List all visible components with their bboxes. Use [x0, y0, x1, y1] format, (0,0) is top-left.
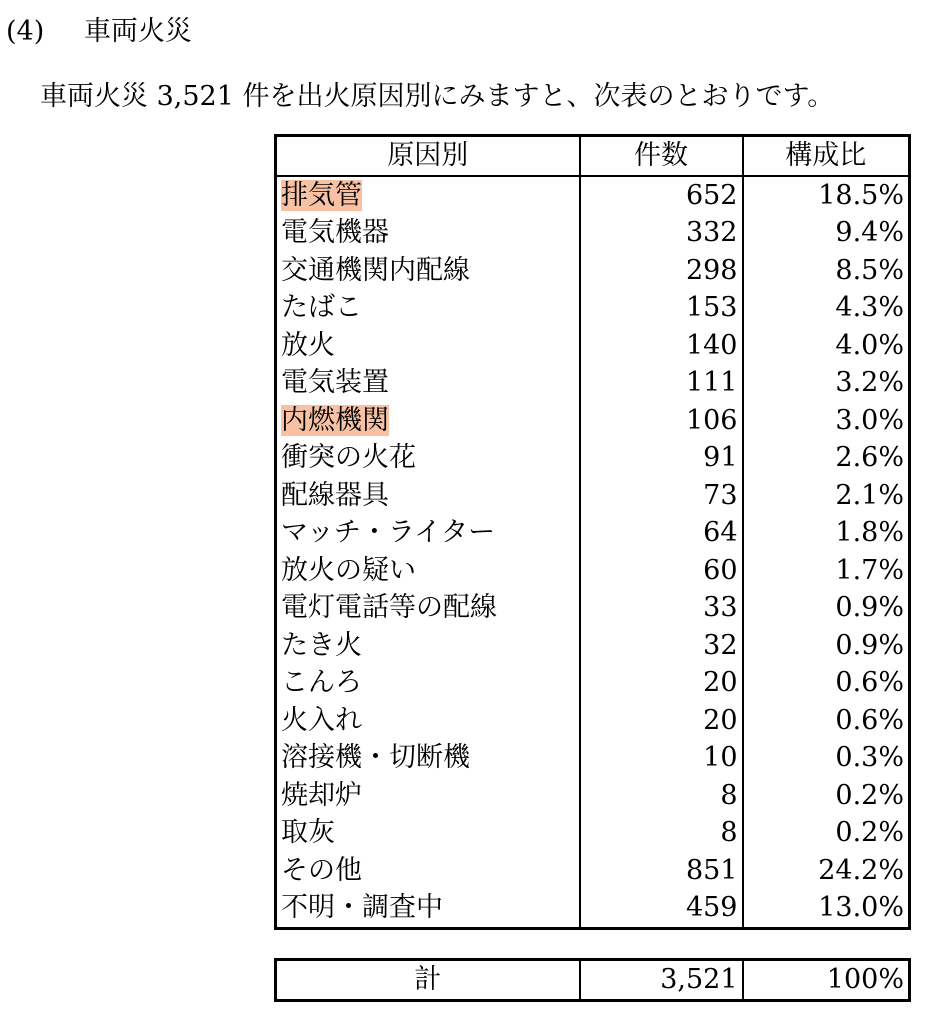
- count-cell: 851: [580, 852, 743, 890]
- table-row: [276, 777, 910, 815]
- table-row: [276, 402, 910, 440]
- ratio-cell: 0.9%: [743, 589, 910, 627]
- cause-cell: [276, 814, 580, 852]
- count-cell: 140: [580, 327, 743, 365]
- cause-label: 配線器具: [281, 479, 389, 511]
- count-cell: 332: [580, 214, 743, 252]
- table-row: [276, 814, 910, 852]
- count-cell: 153: [580, 289, 743, 327]
- cause-cell: [276, 514, 580, 552]
- cause-label: 焼却炉: [281, 779, 362, 811]
- count-cell: 32: [580, 627, 743, 665]
- table-row: [276, 214, 910, 252]
- cause-label: マッチ・ライター: [281, 517, 496, 548]
- cause-label: 電灯電話等の配線: [281, 592, 497, 623]
- cause-label: こんろ: [281, 667, 362, 698]
- total-label: 計: [276, 960, 580, 1001]
- ratio-cell: 0.6%: [743, 702, 910, 740]
- count-cell: 652: [580, 176, 743, 215]
- count-cell: 33: [580, 589, 743, 627]
- cause-cell: [276, 777, 580, 815]
- table-row: [276, 702, 910, 740]
- cause-cell: [276, 477, 580, 515]
- table-row: [276, 364, 910, 402]
- table-row: [276, 739, 910, 777]
- fire-cause-table: [274, 134, 911, 930]
- table-row: [276, 664, 910, 702]
- cause-cell: [276, 702, 580, 740]
- table-row: [276, 514, 910, 552]
- total-row: [276, 960, 910, 1001]
- table-row: [276, 176, 910, 215]
- ratio-cell: 1.8%: [743, 514, 910, 552]
- header-count: 件数: [580, 136, 743, 176]
- header-ratio: 構成比: [743, 136, 910, 176]
- cause-cell: [276, 327, 580, 365]
- ratio-cell: 1.7%: [743, 552, 910, 590]
- total-count: 3,521: [580, 960, 743, 1001]
- intro-sentence: 車両火災 3,521 件を出火原因別にみますと、次表のとおりです。: [40, 81, 835, 112]
- ratio-cell: 24.2%: [743, 852, 910, 890]
- cause-cell: [276, 852, 580, 890]
- count-cell: 8: [580, 777, 743, 815]
- ratio-cell: 4.0%: [743, 327, 910, 365]
- ratio-cell: 4.3%: [743, 289, 910, 327]
- total-ratio: 100%: [743, 960, 910, 1001]
- section-heading: [6, 14, 192, 50]
- cause-label: 火入れ: [281, 704, 362, 736]
- ratio-cell: 2.6%: [743, 439, 910, 477]
- table-row: [276, 627, 910, 665]
- table-header-row: [276, 136, 910, 176]
- table-row: [276, 252, 910, 290]
- cause-label: たばこ: [281, 292, 362, 323]
- ratio-cell: 0.2%: [743, 777, 910, 815]
- table-row: [276, 289, 910, 327]
- cause-cell: [276, 252, 580, 290]
- count-cell: 91: [580, 439, 743, 477]
- count-cell: 73: [580, 477, 743, 515]
- table-row: [276, 439, 910, 477]
- ratio-cell: 3.2%: [743, 364, 910, 402]
- ratio-cell: 8.5%: [743, 252, 910, 290]
- total-table: [274, 958, 911, 1002]
- cause-label: 電気機器: [281, 217, 389, 248]
- ratio-cell: 0.9%: [743, 627, 910, 665]
- header-cause: 原因別: [276, 136, 580, 176]
- ratio-cell: 13.0%: [743, 889, 910, 928]
- cause-label: 衝突の火花: [281, 442, 416, 473]
- table-row: [276, 552, 910, 590]
- count-cell: 20: [580, 702, 743, 740]
- ratio-cell: 9.4%: [743, 214, 910, 252]
- cause-label: 内燃機関: [281, 404, 389, 436]
- cause-cell: [276, 402, 580, 440]
- cause-cell: [276, 889, 580, 928]
- ratio-cell: 18.5%: [743, 176, 910, 215]
- ratio-cell: 2.1%: [743, 477, 910, 515]
- count-cell: 60: [580, 552, 743, 590]
- cause-cell: [276, 627, 580, 665]
- cause-cell: [276, 176, 580, 215]
- count-cell: 111: [580, 364, 743, 402]
- table-row: [276, 852, 910, 890]
- count-cell: 64: [580, 514, 743, 552]
- table-row: [276, 327, 910, 365]
- table-row: [276, 889, 910, 928]
- count-cell: 10: [580, 739, 743, 777]
- cause-label: 放火の疑い: [281, 554, 416, 586]
- cause-cell: [276, 664, 580, 702]
- cause-label: 溶接機・切断機: [281, 742, 470, 773]
- cause-label: たき火: [281, 629, 362, 661]
- table-row: [276, 477, 910, 515]
- cause-label: 不明・調査中: [281, 892, 443, 923]
- cause-cell: [276, 214, 580, 252]
- ratio-cell: 0.3%: [743, 739, 910, 777]
- count-cell: 298: [580, 252, 743, 290]
- ratio-cell: 0.2%: [743, 814, 910, 852]
- cause-label: 電気装置: [281, 367, 389, 398]
- cause-cell: [276, 289, 580, 327]
- ratio-cell: 3.0%: [743, 402, 910, 440]
- count-cell: 459: [580, 889, 743, 928]
- count-cell: 20: [580, 664, 743, 702]
- cause-label: 取灰: [281, 817, 335, 848]
- count-cell: 8: [580, 814, 743, 852]
- cause-cell: [276, 364, 580, 402]
- cause-cell: [276, 439, 580, 477]
- section-title: 車両火災: [84, 16, 192, 47]
- table-row: [276, 589, 910, 627]
- cause-label: 交通機関内配線: [281, 254, 470, 286]
- cause-cell: [276, 739, 580, 777]
- section-number: (4): [6, 16, 45, 47]
- count-cell: 106: [580, 402, 743, 440]
- cause-cell: [276, 552, 580, 590]
- cause-label: その他: [281, 854, 362, 886]
- cause-cell: [276, 589, 580, 627]
- cause-label: 排気管: [281, 179, 362, 211]
- cause-label: 放火: [281, 329, 335, 361]
- ratio-cell: 0.6%: [743, 664, 910, 702]
